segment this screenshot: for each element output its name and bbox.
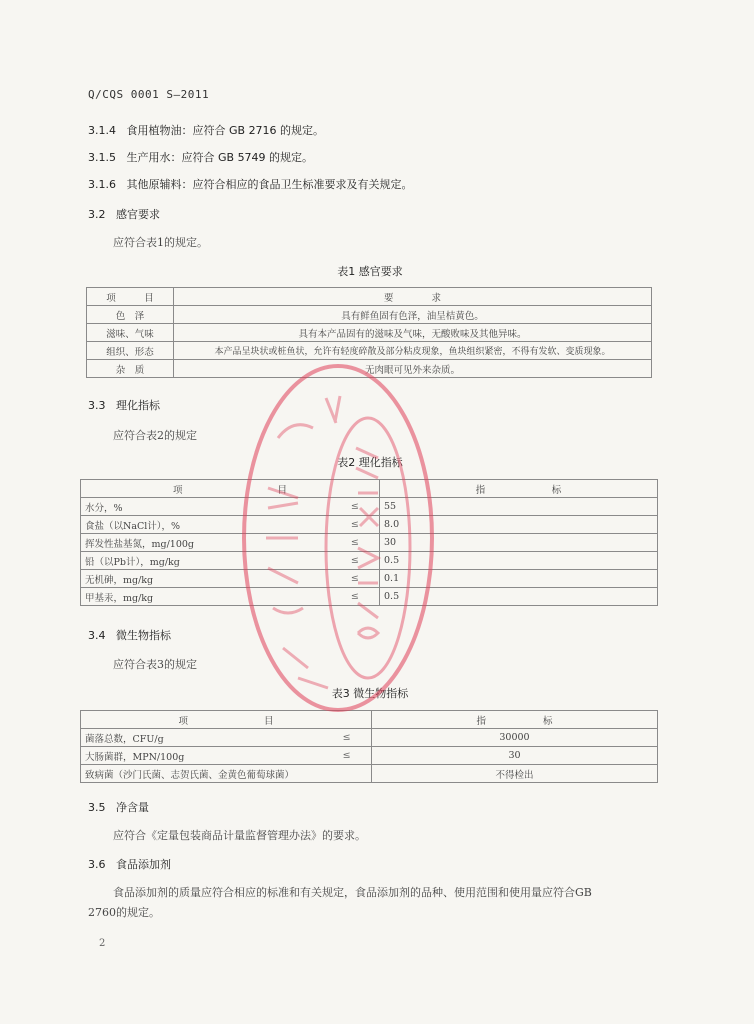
row-operator: ≤ [322,729,371,747]
row-value: 0.5 [380,552,658,570]
table-row [81,552,658,570]
row-item: 致病菌（沙门氏菌、志贺氏菌、金黄色葡萄球菌） [81,765,372,783]
clause-3-1-6 [88,176,413,192]
row-operator: ≤ [331,498,380,516]
row-item: 水分，% [81,498,331,516]
clause-number: 3.1.6 [88,178,116,191]
table-row [81,765,658,783]
row-item: 挥发性盐基氮，mg/100g [81,534,331,552]
row-item: 菌落总数，CFU/g [81,729,323,747]
row-requirement: 无肉眼可见外来杂质。 [174,360,652,378]
section-number: 3.2 [88,208,106,221]
document-header: Q/CQS 0001 S—2011 [88,88,210,101]
table-3-caption: 表3 微生物指标 [331,687,409,700]
section-3-6-paragraph-line1: 食品添加剂的质量应符合相应的标准和有关规定，食品添加剂的品种、使用范围和使用量应符合GB [113,886,592,899]
row-item: 滋味、气味 [87,324,174,342]
section-title: 微生物指标 [116,629,171,642]
table-header-row [81,480,658,498]
section-3-5-heading [88,799,149,815]
row-operator: ≤ [331,570,380,588]
section-title: 理化指标 [116,399,160,412]
row-operator: ≤ [322,747,371,765]
table-row [81,729,658,747]
table-row [81,498,658,516]
section-3-3-paragraph: 应符合表2的规定 [113,429,197,442]
row-value: 0.5 [380,588,658,606]
table-1-caption: 表1 感官要求 [337,265,403,278]
table-row [81,534,658,552]
row-item: 杂 质 [87,360,174,378]
row-requirement: 具有本产品固有的滋味及气味，无酸败味及其他异味。 [174,324,652,342]
table-row [81,747,658,765]
section-3-2-heading [88,206,160,222]
row-item: 无机砷，mg/kg [81,570,331,588]
table-row [81,588,658,606]
row-item: 大肠菌群，MPN/100g [81,747,323,765]
row-item: 色 泽 [87,306,174,324]
row-value: 30000 [372,729,658,747]
section-3-2-paragraph: 应符合表1的规定。 [113,236,208,249]
clause-3-1-4 [88,122,324,138]
table-2-caption: 表2 理化指标 [337,456,403,469]
table-row [87,342,652,360]
section-3-4-paragraph: 应符合表3的规定 [113,658,197,671]
page-number: 2 [99,938,106,949]
row-requirement: 具有鲜鱼固有色泽，油呈桔黄色。 [174,306,652,324]
header-index: 指 标 [380,480,658,498]
row-item: 组织、形态 [87,342,174,360]
table-row [87,306,652,324]
row-operator: ≤ [331,552,380,570]
header-item: 项 目 [81,480,380,498]
clause-number: 3.1.5 [88,151,116,164]
section-title: 感官要求 [116,208,160,221]
row-requirement: 本产品呈块状或桩鱼状，允许有轻度碎散及部分粘皮现象，鱼块组织紧密，不得有发软、变质现象。 [174,342,652,360]
section-3-4-heading [88,627,171,643]
row-item: 食盐（以NaCl计），% [81,516,331,534]
table-row [87,360,652,378]
table-3-microbiological [80,710,658,783]
header-requirement: 要 求 [174,288,652,306]
section-title: 食品添加剂 [116,858,171,871]
clause-text: 其他原辅料：应符合相应的食品卫生标准要求及有关规定。 [126,178,413,191]
header-item: 项 目 [87,288,174,306]
section-3-6-heading [88,856,171,872]
table-row [81,570,658,588]
table-header-row [87,288,652,306]
section-number: 3.3 [88,399,106,412]
row-operator: ≤ [331,534,380,552]
row-item: 甲基汞，mg/kg [81,588,331,606]
table-1-sensory [86,287,652,378]
section-3-5-paragraph: 应符合《定量包装商品计量监督管理办法》的要求。 [113,829,366,842]
header-index: 指 标 [372,711,658,729]
row-value: 30 [372,747,658,765]
table-2-physicochemical [80,479,658,606]
row-operator: ≤ [331,588,380,606]
clause-number: 3.1.4 [88,124,116,137]
row-item: 铅（以Pb计），mg/kg [81,552,331,570]
row-value: 不得检出 [372,765,658,783]
clause-3-1-5 [88,149,313,165]
table-row [87,324,652,342]
section-number: 3.6 [88,858,106,871]
row-value: 55 [380,498,658,516]
section-3-6-paragraph-line2: 2760的规定。 [88,906,160,919]
table-row [81,516,658,534]
row-value: 30 [380,534,658,552]
section-number: 3.4 [88,629,106,642]
section-title: 净含量 [116,801,149,814]
clause-text: 食用植物油：应符合 GB 2716 的规定。 [126,124,325,137]
section-3-3-heading [88,397,160,413]
row-value: 8.0 [380,516,658,534]
section-number: 3.5 [88,801,106,814]
header-item: 项 目 [81,711,372,729]
clause-text: 生产用水：应符合 GB 5749 的规定。 [126,151,314,164]
table-header-row [81,711,658,729]
row-value: 0.1 [380,570,658,588]
row-operator: ≤ [331,516,380,534]
